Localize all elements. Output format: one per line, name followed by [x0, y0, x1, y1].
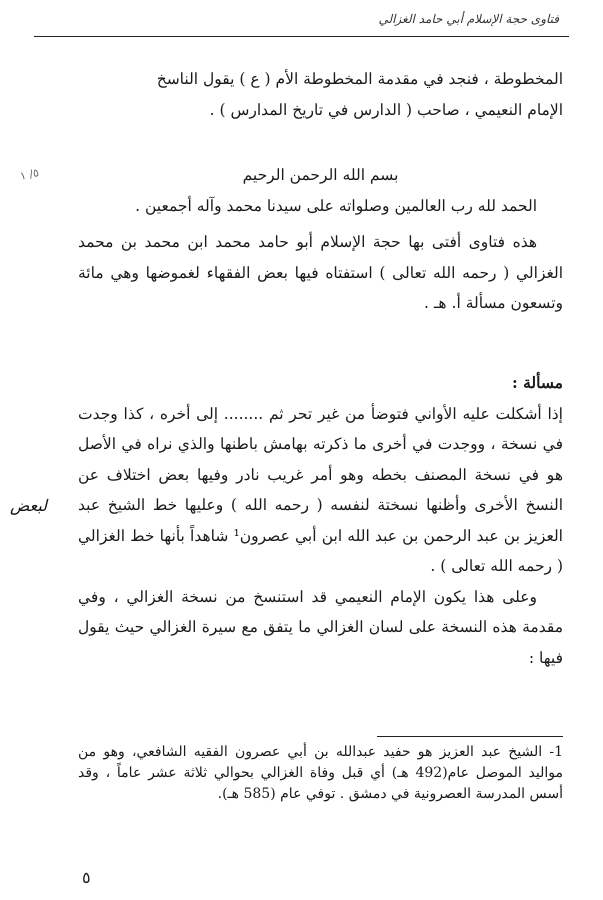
closing-paragraph: وعلى هذا يكون الإمام النعيمي قد استنسخ من نسخة الغزالي ، وفي مقدمة هذه النسخة على لسان الغزالي ما يتفق مع سيرة الغزالي حيث يقول فيها :	[78, 587, 563, 667]
footnote: 1- الشيخ عبد العزيز هو حفيد عبدالله بن أبي عصرون الفقيه الشافعي، وهو من مواليد الموصل عام(492 هـ) أي قبل وفاة الغزالي بحوالي ثلاثة عشر عاماً ، وقد أسس المدرسة العصرونية في دمشق . توفي عام (585 هـ).	[78, 744, 563, 802]
intro-paragraph	[78, 64, 563, 125]
handwritten-margin-note: لبعض	[10, 496, 48, 515]
intro-line-2: الإمام النعيمي ، صاحب ( الدارس في تاريخ المدارس ) .	[209, 100, 563, 119]
masala-text: إذا أشكلت عليه الأواني فتوضأ من غير تحر ثم ........ إلى أخره ، كذا وجدت في نسخة ، ووجدت في أخرى ما ذكرته بهامش باطنها والذي نراه في الأصل هو في نسخة المصنف بخطه وهو أمر غريب نادر وفيها بعض اختلاف عن النسخ الأخرى وأظنها نسختة لنفسه ( رحمه الله ) وعليها خط الشيخ عبد العزيز بن عبد الرحمن بن عبد الله ابن أبي عصرون¹ شاهداً بأنها خط الغزالي ( رحمه الله تعالى ) .	[78, 404, 563, 575]
masala-section	[78, 368, 563, 673]
page-number: ٥	[82, 868, 91, 887]
basmala: بسم الله الرحمن الرحيم	[242, 166, 399, 184]
opening-paragraph: هذه فتاوى أفتى بها حجة الإسلام أبو حامد محمد ابن محمد بن محمد الغزالي ( رحمه الله تعالى ) استفتاه فيها بعض الفقهاء لغموضها وهي مائة وتسعون مسألة أ. هـ .	[78, 233, 563, 312]
manuscript-opening	[78, 160, 563, 319]
margin-note: ٥/ ١	[18, 166, 41, 183]
hamd-paragraph: الحمد لله رب العالمين وصلواته على سيدنا محمد وآله أجمعين .	[135, 196, 537, 215]
header-rule	[34, 36, 569, 37]
masala-heading: مسألة :	[511, 373, 563, 392]
running-title: فتاوى حجة الإسلام أبي حامد الغزالي	[378, 12, 559, 26]
footnote-rule	[377, 736, 563, 737]
intro-line-1: المخطوطة ، فنجد في مقدمة المخطوطة الأم ( ع ) يقول الناسخ	[156, 70, 563, 88]
